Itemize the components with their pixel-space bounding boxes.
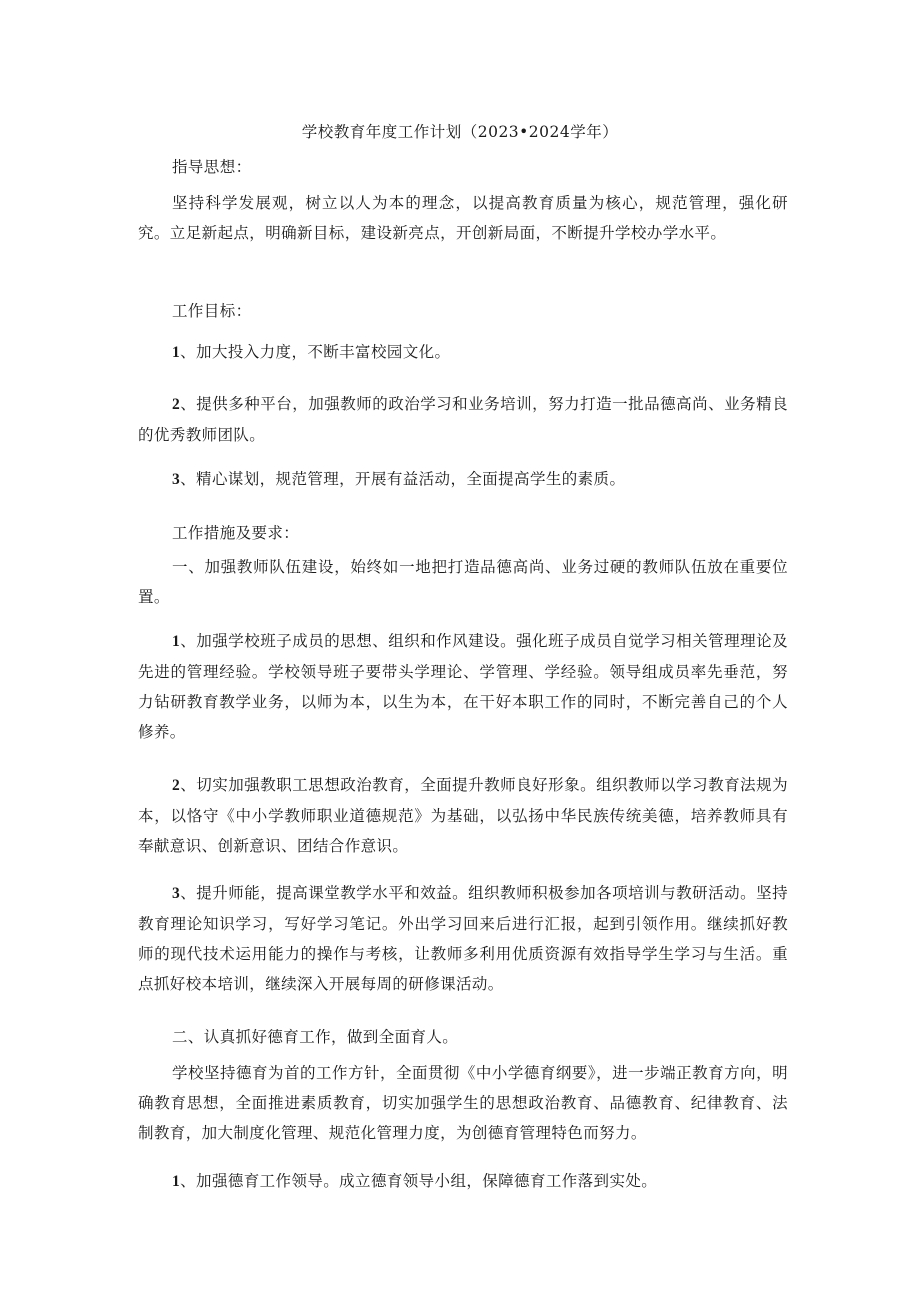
- goal-text: 、加大投入力度，不断丰富校园文化。: [180, 343, 451, 361]
- section2-text: 学校坚持德育为首的工作方针，全面贯彻《中小学德育纲要》，进一步端正教育方向，明确教育思想，全面推进素质教育，切实加强学生的思想政治教育、品德教育、纪律教育、法制教育，加大制度化管理、规范化管理力度，为创德育管理特色而努力。: [138, 1064, 788, 1142]
- goal-item: [138, 389, 788, 450]
- goal-number: 3: [172, 471, 181, 488]
- item-number: 3: [172, 885, 181, 902]
- item-number: 2: [172, 777, 181, 794]
- item-text: 、切实加强教职工思想政治教育，全面提升教师良好形象。组织教师以学习教育法规为本，以恪守《中小学教师职业道德规范》为基础，以弘扬中华民族传统美德，培养教师具有奉献意识、创新意识、团结合作意识。: [138, 776, 788, 855]
- section1-item: [138, 878, 788, 999]
- measures-heading: 工作措施及要求：: [172, 524, 300, 542]
- item-text: 、加强学校班子成员的思想、组织和作风建设。强化班子成员自觉学习相关管理理论及先进的管理经验。学校领导班子要带头学理论、学管理、学经验。领导组成员率先垂范，努力钻研教育教学业务，以师为本，以生为本，在干好本职工作的同时，不断完善自己的个人修养。: [138, 632, 788, 741]
- section1-heading: 一、加强教师队伍建设，始终如一地把打造品德高尚、业务过硬的教师队伍放在重要位置。: [138, 558, 788, 606]
- item-number: 1: [172, 633, 181, 650]
- goal-item: [138, 464, 788, 495]
- goal-text: 、精心谋划，规范管理，开展有益活动，全面提高学生的素质。: [180, 470, 626, 488]
- item-text: 、提升师能，提高课堂教学水平和效益。组织教师积极参加各项培训与教研活动。坚持教育理论知识学习，写好学习笔记。外出学习回来后进行汇报，起到引领作用。继续抓好教师的现代技术运用能力的操作与考核，让教师多利用优质资源有效指导学生学习与生活。重点抓好校本培训，继续深入开展每周的研修课活动。: [138, 884, 788, 993]
- goals-heading: 工作目标：: [172, 302, 252, 320]
- goal-text: 、提供多种平台，加强教师的政治学习和业务培训，努力打造一批品德高尚、业务精良的优秀教师团队。: [138, 395, 788, 444]
- guiding-heading: 指导思想：: [172, 158, 252, 176]
- item-text: 、加强德育工作领导。成立德育领导小组，保障德育工作落到实处。: [180, 1172, 658, 1190]
- section1-item: [138, 626, 788, 747]
- section2-item: [138, 1166, 788, 1197]
- guiding-text: 坚持科学发展观，树立以人为本的理念，以提高教育质量为核心，规范管理，强化研究。立足新起点，明确新目标，建设新亮点，开创新局面，不断提升学校办学水平。: [138, 194, 788, 242]
- section2-heading: 二、认真抓好德育工作，做到全面育人。: [172, 1028, 459, 1046]
- goal-number: 1: [172, 344, 181, 361]
- item-number: 1: [172, 1173, 181, 1190]
- goal-item: [138, 337, 788, 368]
- section1-item: [138, 770, 788, 861]
- goal-number: 2: [172, 396, 181, 413]
- document-title: 学校教育年度工作计划（2023•2024学年）: [301, 123, 619, 141]
